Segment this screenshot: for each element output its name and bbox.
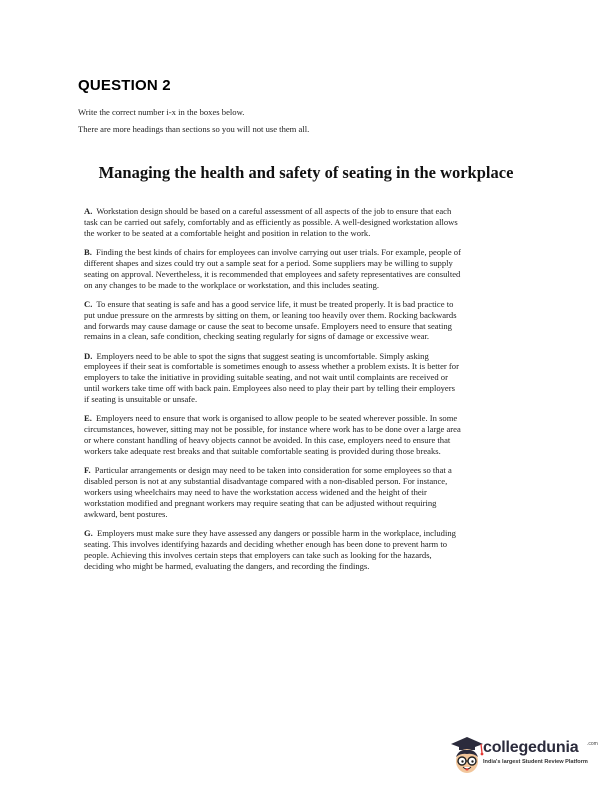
paragraph-letter: B. bbox=[84, 246, 92, 257]
paragraph-letter: G. bbox=[84, 527, 93, 538]
paragraph-text: To ensure that seating is safe and has a good service life, it must be treated properly. It is bad practice to put undue pressure on the armrests by sitting on them, or leaning too heavily over them. Rocking backwards and forwards may cause damage or cause the seat to become unsafe. Employers need to ensure that seating remains in a clean, safe condition, checking seating regularly for signs of damage or excessive wear. bbox=[84, 298, 457, 342]
paragraph-c bbox=[84, 299, 462, 343]
paragraph-letter: D. bbox=[84, 350, 93, 361]
question-heading: QUESTION 2 bbox=[78, 77, 171, 94]
logo-domain-suffix: .com bbox=[587, 741, 598, 747]
paragraph-text: Employers must make sure they have assessed any dangers or possible harm in the workplace, including seating. This involves identifying hazards and deciding whether enough has been done to prevent harm to people. Achieving this involves certain steps that employers can take such as looking for the hazards, deciding who might be harmed, evaluating the dangers, and recording the findings. bbox=[84, 527, 456, 571]
paragraph-text: Workstation design should be based on a careful assessment of all aspects of the job to ensure that each task can be carried out safely, comfortably and as efficiently as possible. A well-designed workstation allows the worker to be seated at a comfortable height and position in relation to the work. bbox=[84, 206, 458, 238]
paragraph-letter: A. bbox=[84, 206, 93, 216]
paragraph-letter: F. bbox=[84, 465, 91, 476]
student-mascot-icon bbox=[447, 733, 485, 777]
paragraph-text: Employers need to be able to spot the signs that suggest seating is uncomfortable. Simply asking employees if their seat is comfortable is sometimes enough to assess whether a problem exists. It is better for employers to take the initiative in providing suitable seating, and not wait until complaints are received or until workers take time off with back pain. Employees also need to play their part by telling their employers if seating is unsuitable or unsafe. bbox=[84, 350, 459, 405]
paragraph-b bbox=[84, 247, 462, 291]
passage-body bbox=[84, 206, 462, 580]
paragraph-letter: C. bbox=[84, 298, 93, 309]
passage-title: Managing the health and safety of seating in the workplace bbox=[98, 163, 514, 182]
paragraph-text: Particular arrangements or design may need to be taken into consideration for some employees so that a disabled person is not at any substantial disadvantage compared with a non-disabled person. For instance, workers using wheelchairs may need to have the workstation access widened and the height of their workstation modified and pregnant workers may require seating that can be adjusted without requiring awkward, bent postures. bbox=[84, 465, 452, 519]
paragraph-letter: E. bbox=[84, 413, 92, 424]
paragraph-d bbox=[84, 351, 462, 406]
collegedunia-logo bbox=[447, 733, 597, 777]
instruction-text: Write the correct number i-x in the boxes below. bbox=[78, 107, 245, 117]
paragraph-text: Employers need to ensure that work is organised to allow people to be seated wherever possible. In some circumstances, however, sitting may not be possible, for instance where work has to be done over a large area or where constant handling of heavy objects cannot be avoided. In this case, employers need to ensure that workers take adequate rest breaks and that suitable comfortable seating is provided during those breaks. bbox=[84, 413, 461, 456]
paragraph-text: Finding the best kinds of chairs for employees can involve carrying out user trials. For example, people of different shapes and sizes could try out a sample seat for a period. Some suppliers may be willing to supply seating on approval. Nevertheless, it is recommended that employees and safety representatives are consulted on any changes to be made to the workplace or workstation, and this includes seating. bbox=[84, 246, 461, 290]
logo-tagline: India's largest Student Review Platform bbox=[483, 759, 588, 765]
paragraph-f bbox=[84, 465, 462, 520]
logo-wordmark: collegedunia bbox=[483, 739, 579, 756]
paragraph-g bbox=[84, 528, 462, 572]
paragraph-e bbox=[84, 413, 462, 457]
paragraph-a bbox=[84, 206, 462, 239]
instruction-text: There are more headings than sections so you will not use them all. bbox=[78, 124, 310, 134]
